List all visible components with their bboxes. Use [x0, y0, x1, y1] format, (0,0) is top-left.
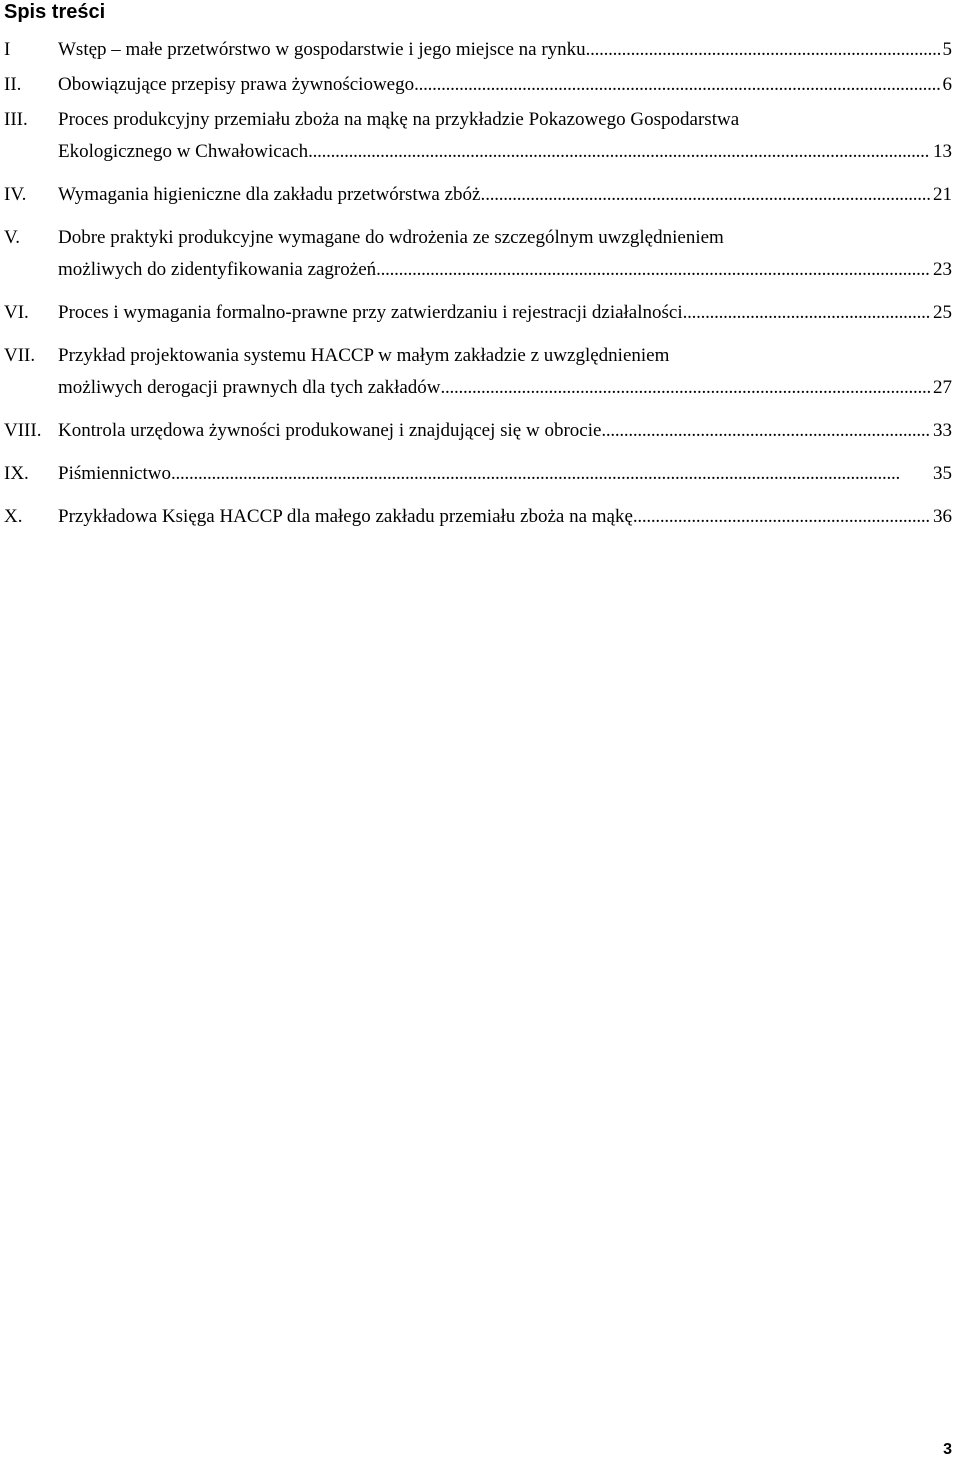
toc-entry-title[interactable]: Wstęp – małe przetwórstwo w gospodarstwie i jego miejsce na rynku	[58, 39, 586, 60]
toc-entry-title[interactable]: Kontrola urzędowa żywności produkowanej i znajdującej się w obrocie	[58, 420, 602, 441]
toc-entry-page[interactable]: 13	[933, 141, 952, 162]
toc-entry[interactable]	[4, 179, 952, 211]
toc-entry-number: VIII.	[4, 420, 42, 441]
toc-entry-title-line[interactable]: Przykład projektowania systemu HACCP w małym zakładzie z uwzględnieniem	[58, 345, 670, 366]
toc-entry-title[interactable]: możliwych derogacji prawnych dla tych zakładów	[58, 377, 441, 398]
toc-entry[interactable]	[4, 501, 952, 533]
toc-entry[interactable]	[4, 297, 952, 329]
toc-entry-body	[58, 340, 952, 404]
toc-entry-title-line[interactable]: Proces produkcyjny przemiału zboża na mąkę na przykładzie Pokazowego Gospodarstwa	[58, 109, 740, 130]
toc-entry-line	[58, 458, 952, 490]
toc-dot-leader	[171, 458, 930, 490]
toc-entry-line	[58, 415, 952, 447]
toc-entry-body	[58, 34, 952, 66]
toc-entry-body	[58, 104, 952, 168]
toc-entry-page[interactable]: 36	[933, 506, 952, 527]
toc-entry-body	[58, 69, 952, 101]
toc-entry-line	[58, 501, 952, 533]
toc-entry[interactable]	[4, 34, 952, 66]
toc-entry-line	[58, 69, 952, 101]
toc-entry-line	[58, 136, 952, 168]
toc-dot-leader	[601, 415, 930, 447]
toc-entry-line	[58, 297, 952, 329]
toc-entry-page[interactable]: 6	[942, 74, 952, 95]
toc-entry-title[interactable]: Obowiązujące przepisy prawa żywnościowego	[58, 74, 415, 95]
toc-entry-title[interactable]: możliwych do zidentyfikowania zagrożeń	[58, 259, 377, 280]
toc-dot-leader	[633, 501, 930, 533]
toc-entry-page[interactable]: 35	[933, 463, 952, 484]
toc-entry-body	[58, 297, 952, 329]
toc-entry-number: I	[4, 39, 11, 60]
toc-entry-body	[58, 415, 952, 447]
toc-entry-number: V.	[4, 227, 21, 248]
toc-entry-page[interactable]: 5	[942, 39, 952, 60]
toc-entry-number: II.	[4, 74, 22, 95]
page-number: 3	[943, 1441, 952, 1458]
toc-entry-page[interactable]: 21	[933, 184, 952, 205]
toc-entry[interactable]	[4, 415, 952, 447]
toc-entry-title[interactable]: Proces i wymagania formalno-prawne przy zatwierdzaniu i rejestracji działalności	[58, 302, 683, 323]
toc-entry-body	[58, 179, 952, 211]
toc-entry[interactable]	[4, 69, 952, 101]
toc-entry[interactable]	[4, 458, 952, 490]
toc-entry-title[interactable]: Piśmiennictwo	[58, 463, 171, 484]
toc-entry-line	[58, 372, 952, 404]
toc-entry-number: VII.	[4, 345, 36, 366]
toc-entry-title[interactable]: Wymagania higieniczne dla zakładu przetwórstwa zbóż.	[58, 184, 486, 205]
toc-dot-leader	[414, 69, 939, 101]
toc-entry-number: IV.	[4, 184, 27, 205]
toc-entry-page[interactable]: 27	[933, 377, 952, 398]
toc-entry-title[interactable]: Ekologicznego w Chwałowicach	[58, 141, 309, 162]
toc-dot-leader	[683, 297, 930, 329]
toc-list	[4, 34, 952, 544]
toc-entry-body	[58, 222, 952, 286]
toc-dot-leader	[376, 254, 930, 286]
toc-dot-leader	[441, 372, 931, 404]
toc-entry-line	[58, 34, 952, 66]
toc-entry[interactable]	[4, 340, 952, 404]
toc-entry-page[interactable]: 33	[933, 420, 952, 441]
toc-entry[interactable]	[4, 104, 952, 168]
toc-entry-page[interactable]: 25	[933, 302, 952, 323]
toc-entry-title[interactable]: Przykładowa Księga HACCP dla małego zakładu przemiału zboża na mąkę	[58, 506, 633, 527]
toc-title: Spis treści	[4, 1, 106, 23]
toc-entry-title-line[interactable]: Dobre praktyki produkcyjne wymagane do wdrożenia ze szczególnym uwzględnieniem	[58, 227, 724, 248]
toc-dot-leader	[586, 34, 940, 66]
toc-entry[interactable]	[4, 222, 952, 286]
toc-entry-page[interactable]: 23	[933, 259, 952, 280]
toc-entry-body	[58, 458, 952, 490]
toc-entry-line	[58, 254, 952, 286]
toc-entry-number: X.	[4, 506, 23, 527]
toc-dot-leader	[485, 179, 930, 211]
toc-entry-number: IX.	[4, 463, 29, 484]
toc-entry-body	[58, 501, 952, 533]
toc-dot-leader	[308, 136, 930, 168]
toc-entry-number: III.	[4, 109, 28, 130]
toc-entry-line	[58, 179, 952, 211]
toc-entry-number: VI.	[4, 302, 29, 323]
